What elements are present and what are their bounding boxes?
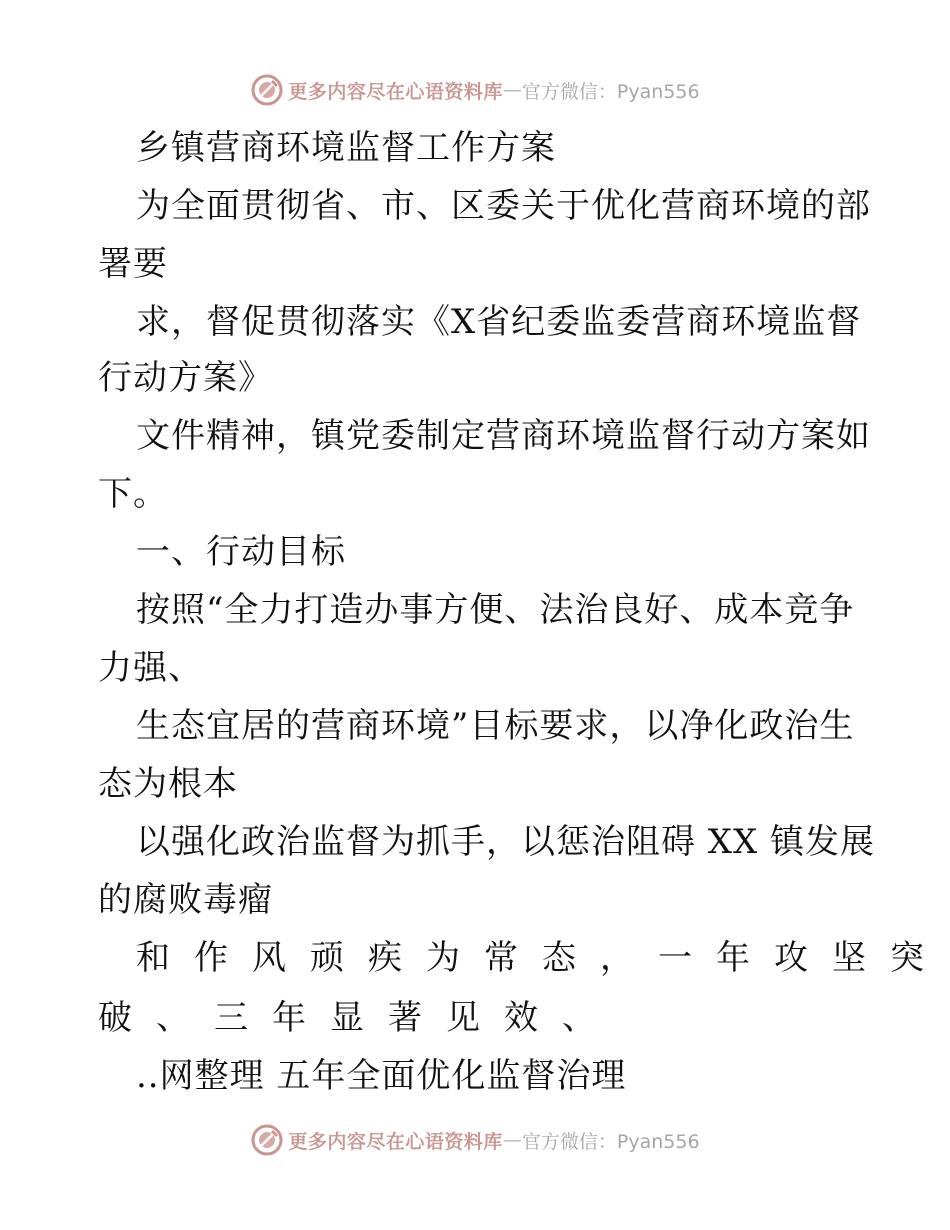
pen-nib-circle-icon [250,73,284,107]
watermark-wechat-text: 官方微信：Pyan556 [521,80,700,103]
footer-watermark [0,1120,950,1160]
body-line: 力强、 [98,648,203,688]
watermark-site-text: 更多内容尽在心语资料库 [288,1130,503,1153]
body-line: 以强化政治监督为抓手，以惩治阻碍 XX 镇发展 [136,822,876,862]
watermark-site-text: 更多内容尽在心语资料库 [288,80,503,103]
header-watermark [0,70,950,110]
body-line: 文件精神，镇党委制定营商环境监督行动方案如 [136,416,871,456]
body-line: 和作风顽疾为常态，一年攻坚突 [136,938,948,978]
body-line: 求，督促贯彻落实《X省纪委监委营商环境监督 [136,302,862,342]
section-heading: 一、行动目标 [136,532,346,572]
body-line: 按照“全力打造办事方便、法治良好、成本竞争 [136,590,855,630]
body-line: 行动方案》 [98,358,273,398]
body-line: 生态宜居的营商环境”目标要求，以净化政治生 [136,706,855,746]
body-line: 的腐败毒瘤 [98,880,273,920]
watermark-separator: — [502,1129,522,1151]
body-line: 破、三年显著见效、 [98,998,620,1038]
pen-nib-circle-icon [250,1123,284,1157]
body-line: 下。 [98,474,168,514]
body-line: 态为根本 [98,764,238,804]
body-line: ..网整理 五年全面优化监督治理 [136,1056,627,1096]
document-title: 乡镇营商环境监督工作方案 [136,128,556,168]
watermark-separator: — [502,79,522,101]
body-line: 署要 [98,244,168,284]
watermark-wechat-text: 官方微信：Pyan556 [521,1130,700,1153]
body-line: 为全面贯彻省、市、区委关于优化营商环境的部 [136,186,871,226]
